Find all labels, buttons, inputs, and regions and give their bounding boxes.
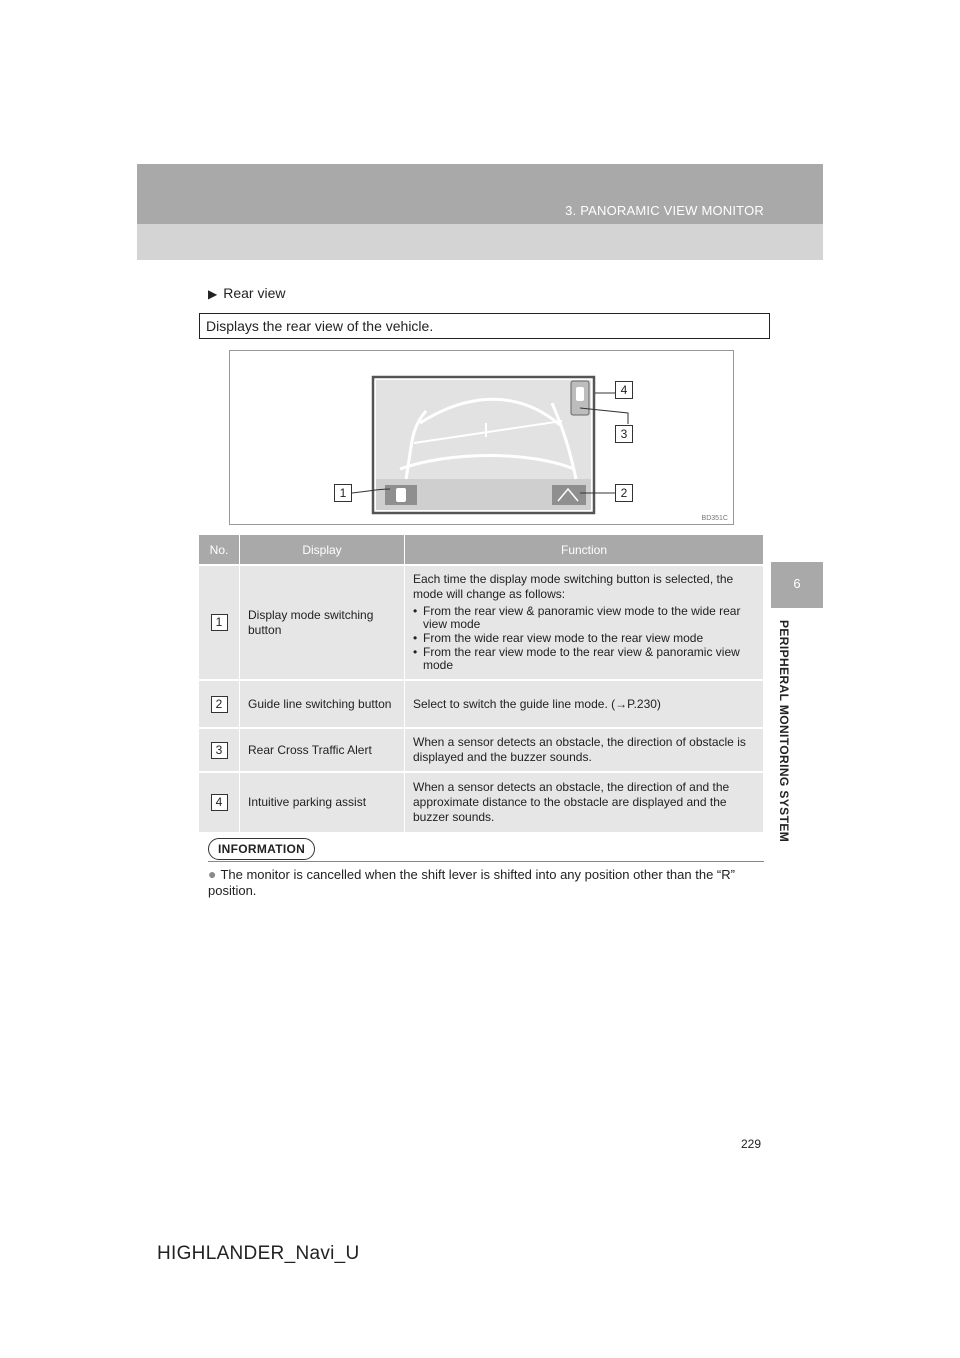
table-cell-no bbox=[199, 680, 240, 728]
chapter-title: PERIPHERAL MONITORING SYSTEM bbox=[777, 620, 791, 843]
figure-code: BD351C bbox=[701, 515, 728, 522]
number-box: 1 bbox=[211, 614, 228, 631]
table-row bbox=[199, 772, 764, 832]
table-cell-no bbox=[199, 728, 240, 772]
table-cell-display: Guide line switching button bbox=[240, 680, 405, 728]
guide-line-button bbox=[552, 485, 586, 505]
list-item: • From the rear view & panoramic view mode to the wide rear view mode bbox=[413, 605, 755, 631]
information-note bbox=[208, 866, 764, 899]
information-divider bbox=[208, 861, 764, 862]
footer-document-id: HIGHLANDER_Navi_U bbox=[157, 1243, 360, 1264]
bullet-icon: ● bbox=[208, 866, 217, 882]
subsection-heading bbox=[208, 285, 285, 301]
table-row bbox=[199, 565, 764, 680]
callout-2: 2 bbox=[615, 484, 633, 502]
table-cell-function: Select to switch the guide line mode. (→P.230) bbox=[405, 680, 764, 728]
list-item: • From the rear view mode to the rear view & panoramic view mode bbox=[413, 646, 755, 672]
triangle-bullet-icon: ▶ bbox=[208, 287, 218, 301]
column-header-display: Display bbox=[240, 535, 405, 565]
table-header-row bbox=[199, 535, 764, 565]
information-text: The monitor is cancelled when the shift lever is shifted into any position other than the “R” position. bbox=[208, 867, 735, 898]
function-intro: Each time the display mode switching button is selected, the mode will change as follows: bbox=[413, 572, 734, 601]
information-badge: INFORMATION bbox=[208, 838, 315, 860]
function-list bbox=[413, 605, 755, 672]
callout-3: 3 bbox=[615, 425, 633, 443]
table-cell-function: When a sensor detects an obstacle, the direction of and the approximate distance to the obstacle are displayed and the buzzer sounds. bbox=[405, 772, 764, 832]
rear-view-figure bbox=[229, 350, 734, 525]
table-cell-display: Rear Cross Traffic Alert bbox=[240, 728, 405, 772]
rear-view-illustration bbox=[230, 351, 733, 524]
page-number: 229 bbox=[741, 1137, 762, 1151]
callout-4: 4 bbox=[615, 381, 633, 399]
chapter-tab bbox=[771, 562, 823, 608]
section-title: 3. PANORAMIC VIEW MONITOR bbox=[565, 203, 764, 218]
table-cell-function: When a sensor detects an obstacle, the direction of obstacle is displayed and the buzzer sounds. bbox=[405, 728, 764, 772]
display-mode-car-icon bbox=[396, 488, 406, 502]
description-box: Displays the rear view of the vehicle. bbox=[199, 313, 770, 339]
table-cell-display: Display mode switching button bbox=[240, 565, 405, 680]
header-sub-band bbox=[137, 224, 823, 260]
table-cell-function bbox=[405, 565, 764, 680]
table-row bbox=[199, 680, 764, 728]
table-row bbox=[199, 728, 764, 772]
number-box: 2 bbox=[211, 696, 228, 713]
column-header-no: No. bbox=[199, 535, 240, 565]
number-box: 4 bbox=[211, 794, 228, 811]
table-cell-display: Intuitive parking assist bbox=[240, 772, 405, 832]
chapter-number: 6 bbox=[793, 576, 801, 591]
number-box: 3 bbox=[211, 742, 228, 759]
callout-1: 1 bbox=[334, 484, 352, 502]
column-header-function: Function bbox=[405, 535, 764, 565]
list-item: • From the wide rear view mode to the rear view mode bbox=[413, 632, 755, 645]
function-table bbox=[199, 535, 764, 832]
table-cell-no bbox=[199, 565, 240, 680]
car-icon bbox=[576, 387, 584, 401]
subsection-heading-text: Rear view bbox=[223, 285, 286, 301]
table-cell-no bbox=[199, 772, 240, 832]
